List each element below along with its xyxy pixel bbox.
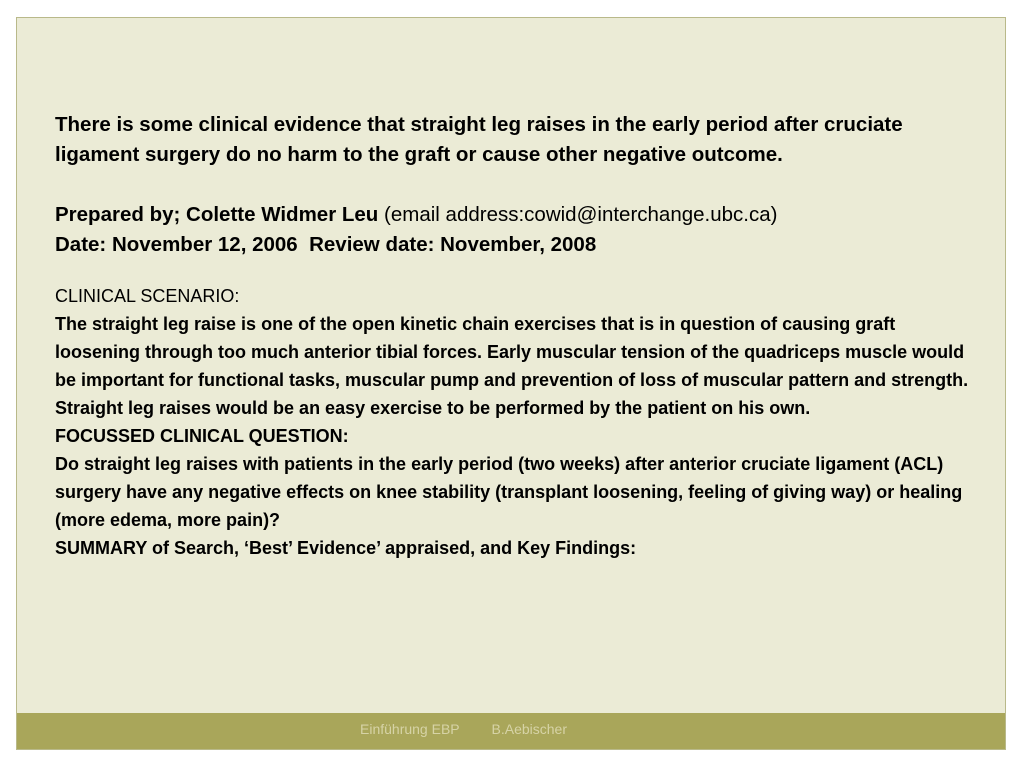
- spacer: [55, 170, 975, 200]
- intro-statement: There is some clinical evidence that straight leg raises in the early period after cruciate ligament surgery do no harm to the graft or cause other negative outcome.: [55, 113, 903, 166]
- focussed-question-heading: FOCUSSED CLINICAL QUESTION:: [55, 426, 349, 446]
- dates-line: Date: November 12, 2006 Review date: November, 2008: [55, 233, 597, 256]
- clinical-scenario-section: [55, 282, 975, 562]
- focussed-question-body: Do straight leg raises with patients in the early period (two weeks) after anterior cruciate ligament (ACL) surgery have any negative effects on knee stability (transplant loosening, feeling of giving way) or healing (more edema, more pain)?: [55, 454, 963, 530]
- clinical-scenario-heading: CLINICAL SCENARIO:: [55, 286, 240, 306]
- prepared-by-line: [55, 200, 975, 230]
- footer-author: B.Aebischer: [491, 721, 567, 737]
- footer-course: Einführung EBP: [360, 721, 460, 737]
- slide: [16, 17, 1006, 750]
- footer-bar: [17, 713, 1005, 749]
- email-address: (email address:cowid@interchange.ubc.ca): [384, 203, 778, 226]
- clinical-scenario-body: The straight leg raise is one of the open kinetic chain exercises that is in question of causing graft loosening through too much anterior tibial forces. Early muscular tension of the quadriceps muscle would be important for functional tasks, muscular pump and prevention of loss of muscular pattern and strength. Straight leg raises would be an easy exercise to be performed by the patient on his own.: [55, 314, 969, 418]
- prepared-by-label: Prepared by; Colette Widmer Leu: [55, 203, 379, 226]
- spacer: [55, 260, 975, 282]
- slide-content: [55, 110, 975, 562]
- footer-text: [360, 721, 567, 737]
- summary-heading: SUMMARY of Search, ‘Best’ Evidence’ appraised, and Key Findings:: [55, 538, 637, 558]
